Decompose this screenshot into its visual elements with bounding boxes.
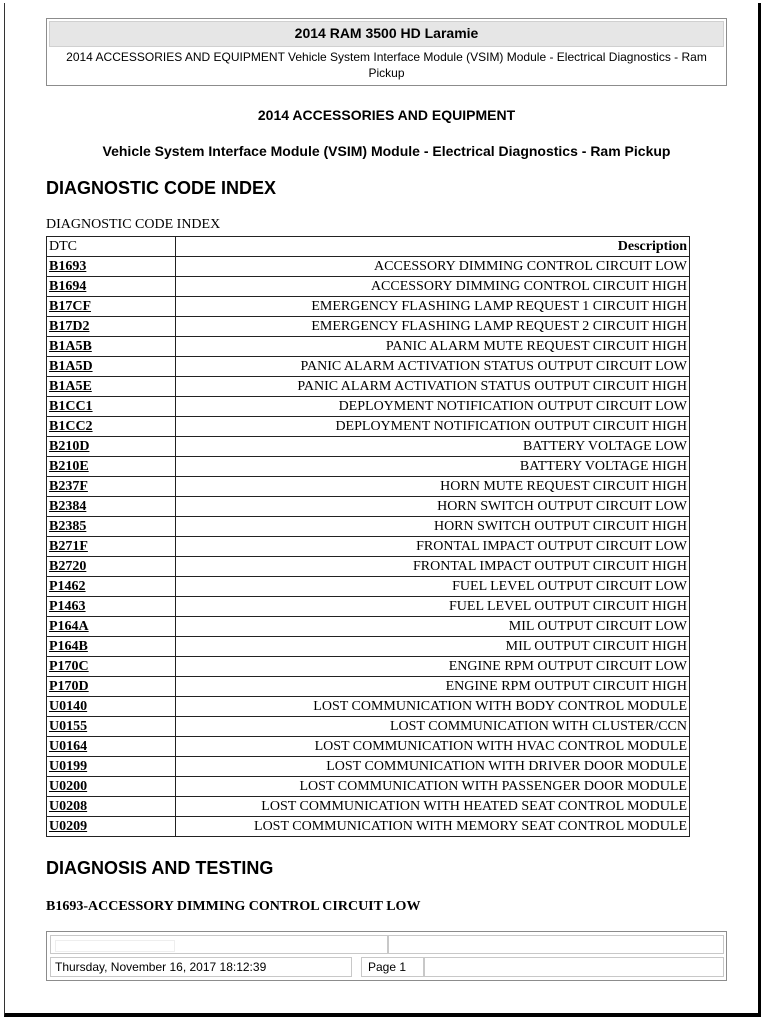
footer-blank-left <box>50 935 388 954</box>
dtc-description: DEPLOYMENT NOTIFICATION OUTPUT CIRCUIT LOW <box>176 397 690 417</box>
table-row <box>47 717 690 737</box>
dtc-code-link[interactable]: P170C <box>47 657 176 677</box>
diagnosis-subheading: B1693-ACCESSORY DIMMING CONTROL CIRCUIT LOW <box>46 899 421 914</box>
table-row <box>47 517 690 537</box>
column-header-description: Description <box>176 237 690 257</box>
section-title: 2014 ACCESSORIES AND EQUIPMENT <box>257 107 516 123</box>
dtc-code-link[interactable]: B2720 <box>47 557 176 577</box>
dtc-description: PANIC ALARM ACTIVATION STATUS OUTPUT CIRCUIT HIGH <box>176 377 690 397</box>
table-row <box>47 697 690 717</box>
dtc-description: MIL OUTPUT CIRCUIT HIGH <box>176 637 690 657</box>
dtc-code-link[interactable]: B2384 <box>47 497 176 517</box>
dtc-code-link[interactable]: P1462 <box>47 577 176 597</box>
dtc-code-link[interactable]: U0208 <box>47 797 176 817</box>
table-row <box>47 357 690 377</box>
dtc-description: FUEL LEVEL OUTPUT CIRCUIT HIGH <box>176 597 690 617</box>
dtc-description: HORN SWITCH OUTPUT CIRCUIT HIGH <box>176 517 690 537</box>
dtc-description: ENGINE RPM OUTPUT CIRCUIT LOW <box>176 657 690 677</box>
table-row <box>47 317 690 337</box>
dtc-code-link[interactable]: B271F <box>47 537 176 557</box>
diagnosis-heading: DIAGNOSIS AND TESTING <box>46 858 274 878</box>
index-heading: DIAGNOSTIC CODE INDEX <box>46 178 277 198</box>
table-row <box>47 777 690 797</box>
dtc-code-link[interactable]: B2385 <box>47 517 176 537</box>
dtc-description: FUEL LEVEL OUTPUT CIRCUIT LOW <box>176 577 690 597</box>
table-row <box>47 597 690 617</box>
dtc-description: LOST COMMUNICATION WITH PASSENGER DOOR MODULE <box>176 777 690 797</box>
dtc-code-link[interactable]: U0209 <box>47 817 176 837</box>
dtc-description: HORN SWITCH OUTPUT CIRCUIT LOW <box>176 497 690 517</box>
dtc-code-link[interactable]: B1A5B <box>47 337 176 357</box>
dtc-description: LOST COMMUNICATION WITH CLUSTER/CCN <box>176 717 690 737</box>
dtc-code-link[interactable]: B1A5D <box>47 357 176 377</box>
dtc-description: BATTERY VOLTAGE LOW <box>176 437 690 457</box>
table-row <box>47 457 690 477</box>
table-row <box>47 497 690 517</box>
dtc-code-link[interactable]: B1CC2 <box>47 417 176 437</box>
table-row <box>47 557 690 577</box>
dtc-description: MIL OUTPUT CIRCUIT LOW <box>176 617 690 637</box>
dtc-description: LOST COMMUNICATION WITH HEATED SEAT CONTROL MODULE <box>176 797 690 817</box>
table-row <box>47 677 690 697</box>
dtc-description: ACCESSORY DIMMING CONTROL CIRCUIT HIGH <box>176 277 690 297</box>
table-row <box>47 337 690 357</box>
dtc-description: LOST COMMUNICATION WITH MEMORY SEAT CONTROL MODULE <box>176 817 690 837</box>
footer-page-number: Page 1 <box>361 957 424 977</box>
dtc-code-link[interactable]: U0164 <box>47 737 176 757</box>
dtc-code-link[interactable]: P164A <box>47 617 176 637</box>
dtc-code-link[interactable]: P164B <box>47 637 176 657</box>
dtc-description: ENGINE RPM OUTPUT CIRCUIT HIGH <box>176 677 690 697</box>
document-subtitle: 2014 ACCESSORIES AND EQUIPMENT Vehicle System Interface Module (VSIM) Module - Electrical Diagnostics - Ram Pickup <box>66 50 707 80</box>
table-row <box>47 377 690 397</box>
dtc-description: EMERGENCY FLASHING LAMP REQUEST 1 CIRCUIT HIGH <box>176 297 690 317</box>
table-row <box>47 737 690 757</box>
dtc-description: DEPLOYMENT NOTIFICATION OUTPUT CIRCUIT HIGH <box>176 417 690 437</box>
column-header-dtc: DTC <box>47 237 176 257</box>
dtc-description: PANIC ALARM MUTE REQUEST CIRCUIT HIGH <box>176 337 690 357</box>
footer-blank-right <box>388 935 724 954</box>
dtc-description: ACCESSORY DIMMING CONTROL CIRCUIT LOW <box>176 257 690 277</box>
table-row <box>47 397 690 417</box>
table-row <box>47 257 690 277</box>
module-title: Vehicle System Interface Module (VSIM) Module - Electrical Diagnostics - Ram Pickup <box>102 143 671 159</box>
table-row <box>47 657 690 677</box>
vehicle-title: 2014 RAM 3500 HD Laramie <box>49 21 724 47</box>
dtc-code-link[interactable]: B17D2 <box>47 317 176 337</box>
footer-blank-cell <box>424 957 724 977</box>
dtc-description: LOST COMMUNICATION WITH HVAC CONTROL MODULE <box>176 737 690 757</box>
dtc-description: FRONTAL IMPACT OUTPUT CIRCUIT HIGH <box>176 557 690 577</box>
table-row <box>47 757 690 777</box>
dtc-code-link[interactable]: B210D <box>47 437 176 457</box>
dtc-description: LOST COMMUNICATION WITH BODY CONTROL MODULE <box>176 697 690 717</box>
dtc-code-link[interactable]: U0155 <box>47 717 176 737</box>
table-body <box>47 257 690 837</box>
table-row <box>47 297 690 317</box>
dtc-code-link[interactable]: U0199 <box>47 757 176 777</box>
document-header <box>46 18 727 86</box>
dtc-description: EMERGENCY FLASHING LAMP REQUEST 2 CIRCUIT HIGH <box>176 317 690 337</box>
table-row <box>47 797 690 817</box>
dtc-code-link[interactable]: B1694 <box>47 277 176 297</box>
table-row <box>47 417 690 437</box>
dtc-description: FRONTAL IMPACT OUTPUT CIRCUIT LOW <box>176 537 690 557</box>
dtc-code-link[interactable]: B1693 <box>47 257 176 277</box>
table-row <box>47 617 690 637</box>
dtc-description: PANIC ALARM ACTIVATION STATUS OUTPUT CIRCUIT LOW <box>176 357 690 377</box>
table-row <box>47 537 690 557</box>
diagnostic-code-table <box>46 236 690 837</box>
dtc-description: HORN MUTE REQUEST CIRCUIT HIGH <box>176 477 690 497</box>
dtc-code-link[interactable]: P1463 <box>47 597 176 617</box>
table-row <box>47 577 690 597</box>
dtc-description: BATTERY VOLTAGE HIGH <box>176 457 690 477</box>
page-footer <box>46 931 727 981</box>
table-row <box>47 637 690 657</box>
table-row <box>47 277 690 297</box>
dtc-description: LOST COMMUNICATION WITH DRIVER DOOR MODULE <box>176 757 690 777</box>
dtc-code-link[interactable]: U0200 <box>47 777 176 797</box>
table-caption: DIAGNOSTIC CODE INDEX <box>46 217 221 232</box>
footer-timestamp: Thursday, November 16, 2017 18:12:39 <box>50 957 352 977</box>
dtc-code-link[interactable]: B237F <box>47 477 176 497</box>
table-row <box>47 477 690 497</box>
dtc-code-link[interactable]: B1CC1 <box>47 397 176 417</box>
dtc-code-link[interactable]: B1A5E <box>47 377 176 397</box>
table-row <box>47 437 690 457</box>
dtc-code-link[interactable]: B17CF <box>47 297 176 317</box>
dtc-code-link[interactable]: P170D <box>47 677 176 697</box>
table-row <box>47 817 690 837</box>
table-header-row <box>47 237 690 257</box>
dtc-code-link[interactable]: B210E <box>47 457 176 477</box>
dtc-code-link[interactable]: U0140 <box>47 697 176 717</box>
